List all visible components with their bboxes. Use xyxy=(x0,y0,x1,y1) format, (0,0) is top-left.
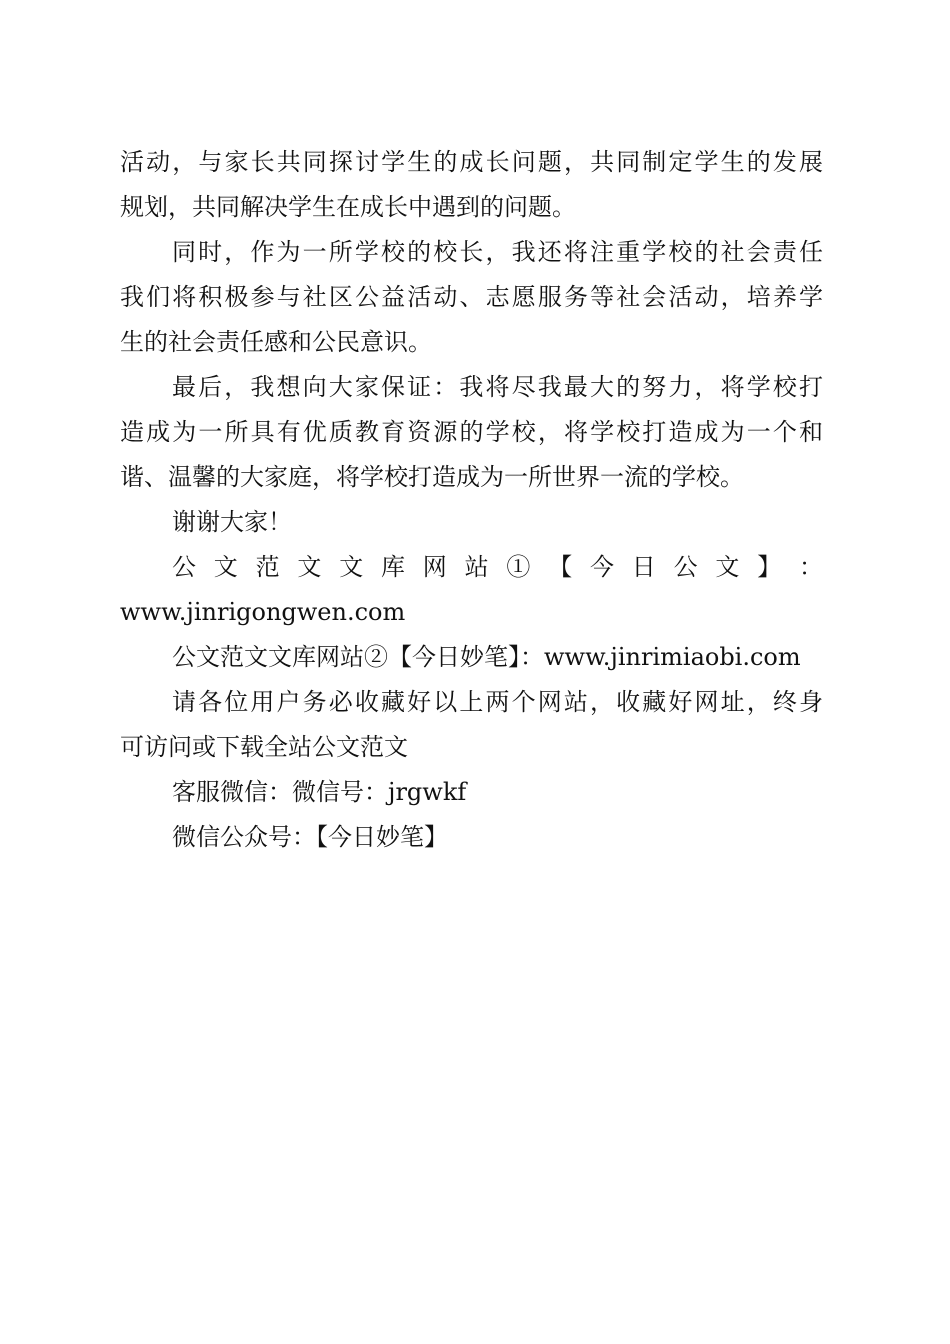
paragraph-line: 谐、温馨的大家庭，将学校打造成为一所世界一流的学校。 xyxy=(120,463,744,491)
website-one-url: www.jinrigongwen.com xyxy=(120,598,406,626)
bookmark-notice-line: 请各位用户务必收藏好以上两个网站，收藏好网址，终身 xyxy=(172,688,823,716)
paragraph-line: 生的社会责任感和公民意识。 xyxy=(120,328,432,356)
document-body xyxy=(120,140,823,860)
website-two-line: 公文范文文库网站②【今日妙笔】：www.jinrimiaobi.com xyxy=(172,643,801,671)
bookmark-notice-line: 可访问或下载全站公文范文 xyxy=(120,733,408,761)
website-one-label: 公 文 范 文 文 库 网 站 ① 【 今 日 公 文 】 ： xyxy=(172,553,823,581)
paragraph-line: 规划，共同解决学生在成长中遇到的问题。 xyxy=(120,193,576,221)
paragraph-line: 同时，作为一所学校的校长，我还将注重学校的社会责任 xyxy=(172,238,823,266)
paragraph-line: 活动，与家长共同探讨学生的成长问题，共同制定学生的发展 xyxy=(120,148,823,176)
paragraph-line: 我们将积极参与社区公益活动、志愿服务等社会活动，培养学 xyxy=(120,283,823,311)
closing-line: 谢谢大家！ xyxy=(172,508,292,536)
paragraph-line: 造成为一所具有优质教育资源的学校，将学校打造成为一个和 xyxy=(120,418,823,446)
customer-service-wechat: 客服微信：微信号：jrgwkf xyxy=(172,778,467,806)
paragraph-line: 最后，我想向大家保证：我将尽我最大的努力，将学校打 xyxy=(172,373,823,401)
wechat-public-account: 微信公众号：【今日妙笔】 xyxy=(172,823,448,851)
